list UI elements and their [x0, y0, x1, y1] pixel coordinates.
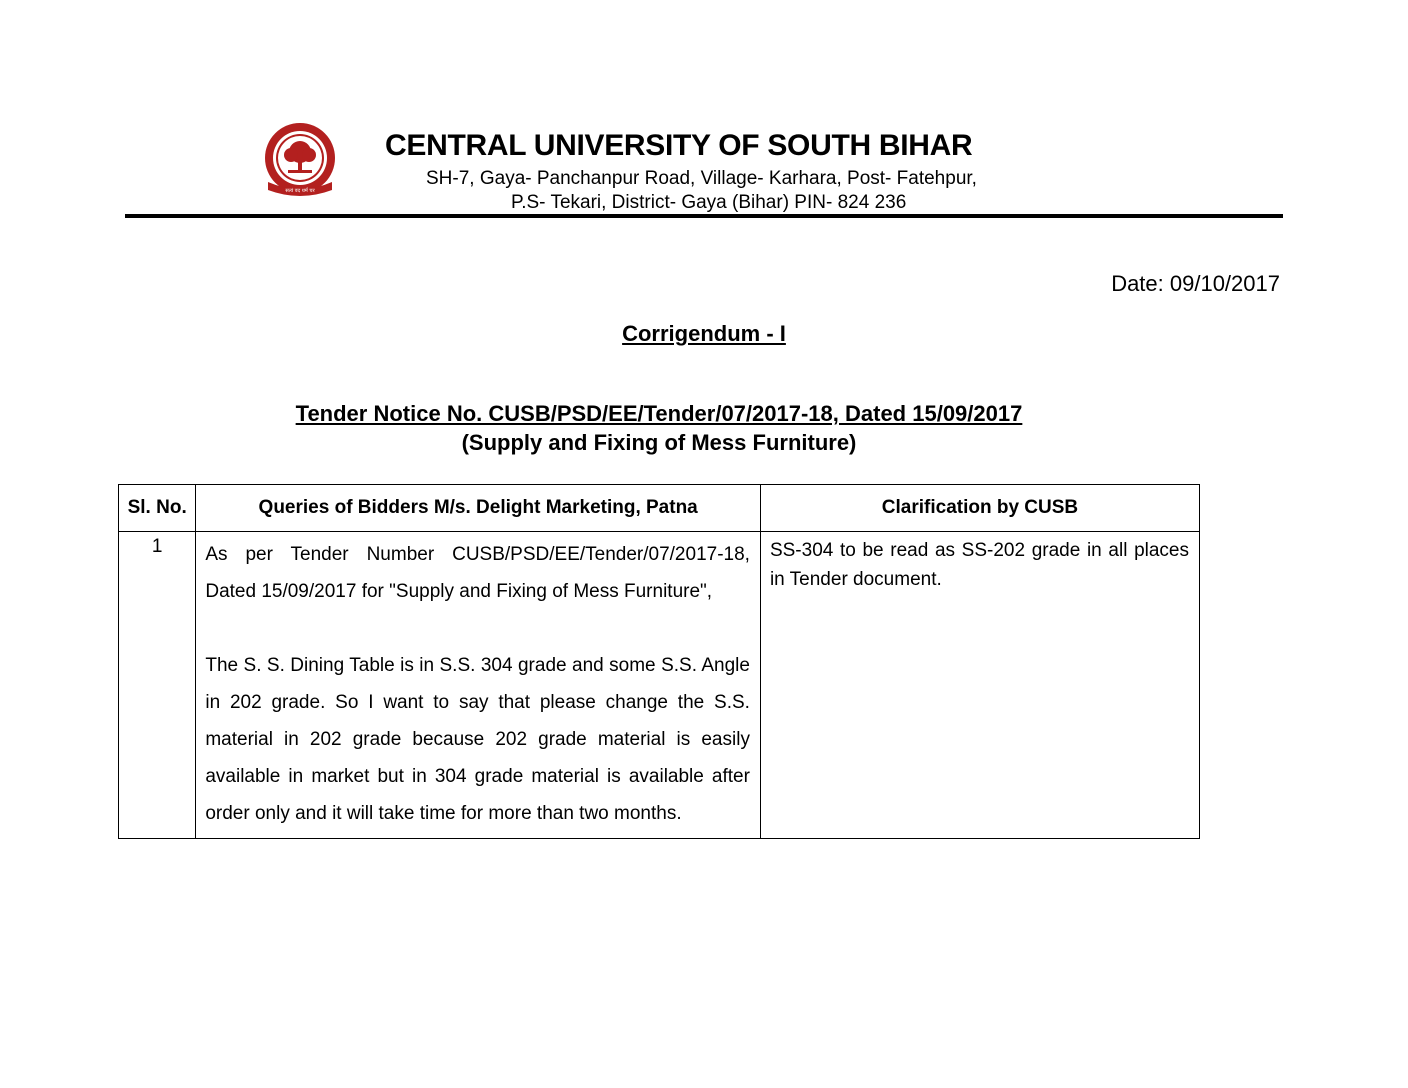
tender-notice: Tender Notice No. CUSB/PSD/EE/Tender/07/2017-18, Dated 15/09/2017	[295, 401, 1023, 426]
query-paragraph-1: As per Tender Number CUSB/PSD/EE/Tender/07/2017-18, Dated 15/09/2017 for "Supply and Fixing of Mess Furniture",	[205, 544, 750, 602]
row-query	[196, 532, 761, 839]
header-clarification: Clarification by CUSB	[760, 485, 1199, 532]
address-line-2: P.S- Tekari, District- Gaya (Bihar) PIN- 824 236	[511, 192, 907, 213]
header-queries: Queries of Bidders M/s. Delight Marketing, Patna	[196, 485, 761, 532]
paragraph-gap	[205, 610, 750, 647]
address-line-1: SH-7, Gaya- Panchanpur Road, Village- Karhara, Post- Fatehpur,	[426, 168, 977, 189]
corrigendum-title: Corrigendum - I	[622, 321, 786, 346]
logo-motto: सत्यं वद धर्मं चर	[285, 188, 315, 194]
university-logo	[262, 122, 338, 200]
header-divider	[125, 214, 1283, 218]
queries-table	[118, 484, 1200, 839]
row-clarification: SS-304 to be read as SS-202 grade in all places in Tender document.	[760, 532, 1199, 839]
tender-notice-wrap	[0, 401, 1318, 427]
tender-subject: (Supply and Fixing of Mess Furniture)	[461, 430, 857, 455]
table-header-row	[119, 485, 1200, 532]
table-row	[119, 532, 1200, 839]
document-date: Date: 09/10/2017	[1111, 271, 1280, 296]
corrigendum-title-wrap	[0, 321, 1408, 347]
query-paragraph-2: The S. S. Dining Table is in S.S. 304 grade and some S.S. Angle in 202 grade. So I want to say that please change the S.S. material in 202 grade because 202 grade material is easily available in market but in 304 grade material is available after order only and it will take time for more than two months.	[205, 655, 750, 824]
university-name: CENTRAL UNIVERSITY OF SOUTH BIHAR	[385, 129, 973, 162]
header-sl-no: Sl. No.	[119, 485, 196, 532]
row-sl-no: 1	[119, 532, 196, 839]
